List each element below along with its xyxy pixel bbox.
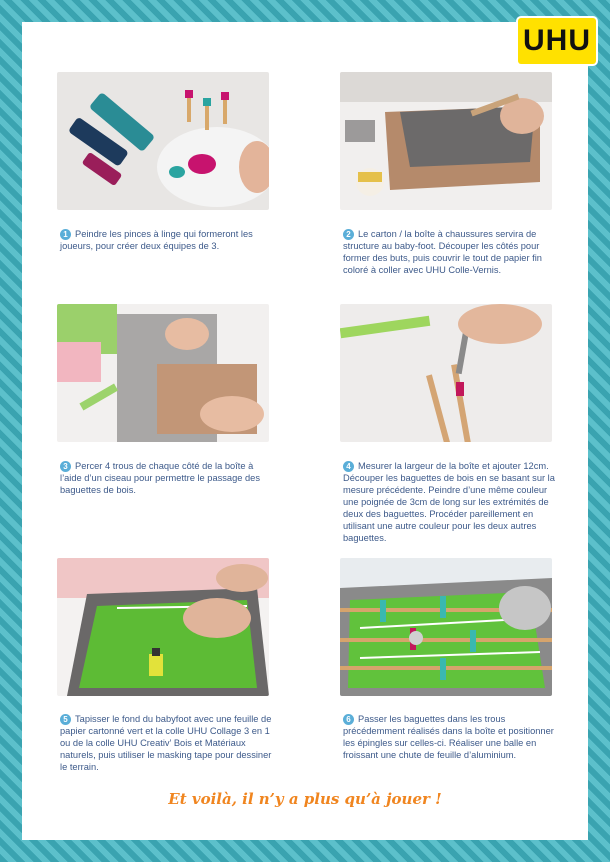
green-field-image <box>57 558 269 696</box>
step-2-number-badge: 2 <box>343 229 354 240</box>
step-2-text <box>343 228 557 276</box>
step-1-photo <box>57 72 269 210</box>
step-5-description: Tapisser le fond du babyfoot avec une feuille de papier cartonné vert et la colle UHU Collage 3 en 1 ou de la colle UHU Creativ’ Bois et Matériaux naturels, puis utiliser le masking tape pour dessiner le terrain. <box>60 714 272 772</box>
step-1-number-badge: 1 <box>60 229 71 240</box>
paint-clothespins-image <box>57 72 269 210</box>
step-5-photo <box>57 558 269 696</box>
sticks-painting-image <box>340 304 552 442</box>
finished-foosball-image <box>340 558 552 696</box>
step-3-number-badge: 3 <box>60 461 71 472</box>
step-6-number-badge: 6 <box>343 714 354 725</box>
step-6-photo <box>340 558 552 696</box>
step-4-photo <box>340 304 552 442</box>
step-1-description: Peindre les pinces à linge qui formeront les joueurs, pour créer deux équipes de 3. <box>60 229 253 251</box>
logo-text: UHU <box>523 24 591 57</box>
step-3-text <box>60 460 274 496</box>
step-4-number-badge: 4 <box>343 461 354 472</box>
step-3-description: Percer 4 trous de chaque côté de la boîte à l’aide d’un ciseau pour permettre le passage des baguettes de bois. <box>60 461 261 495</box>
step-3-photo <box>57 304 269 442</box>
piercing-holes-image <box>57 304 269 442</box>
closing-tagline: Et voilà, il n’y a plus qu’à jouer ! <box>168 790 442 808</box>
uhu-logo <box>518 18 596 64</box>
step-5-number-badge: 5 <box>60 714 71 725</box>
step-1-text <box>60 228 274 252</box>
step-6-text <box>343 713 557 761</box>
step-2-photo <box>340 72 552 210</box>
step-2-description: Le carton / la boîte à chaussures servira de structure au baby-foot. Découper les côtés pour former des buts, puis couvrir le tout de papier fin coloré à coller avec UHU Colle-Vernis. <box>343 229 542 275</box>
step-4-description: Mesurer la largeur de la boîte et ajouter 12cm. Découper les baguettes de bois en se basant sur la mesure précédente. Peindre d’une même couleur une poignée de 3cm de long sur les extrémités de deux des baguettes. Procéder pareillement en utilisant une autre couleur pour les deux autres baguettes. <box>343 461 555 543</box>
step-5-text <box>60 713 274 773</box>
step-6-description: Passer les baguettes dans les trous précédemment réalisés dans la boîte et positionner les épingles sur celles-ci. Réaliser une balle en froissant une chute de feuille d’aluminium. <box>343 714 554 760</box>
shoebox-covering-image <box>340 72 552 210</box>
step-4-text <box>343 460 557 544</box>
